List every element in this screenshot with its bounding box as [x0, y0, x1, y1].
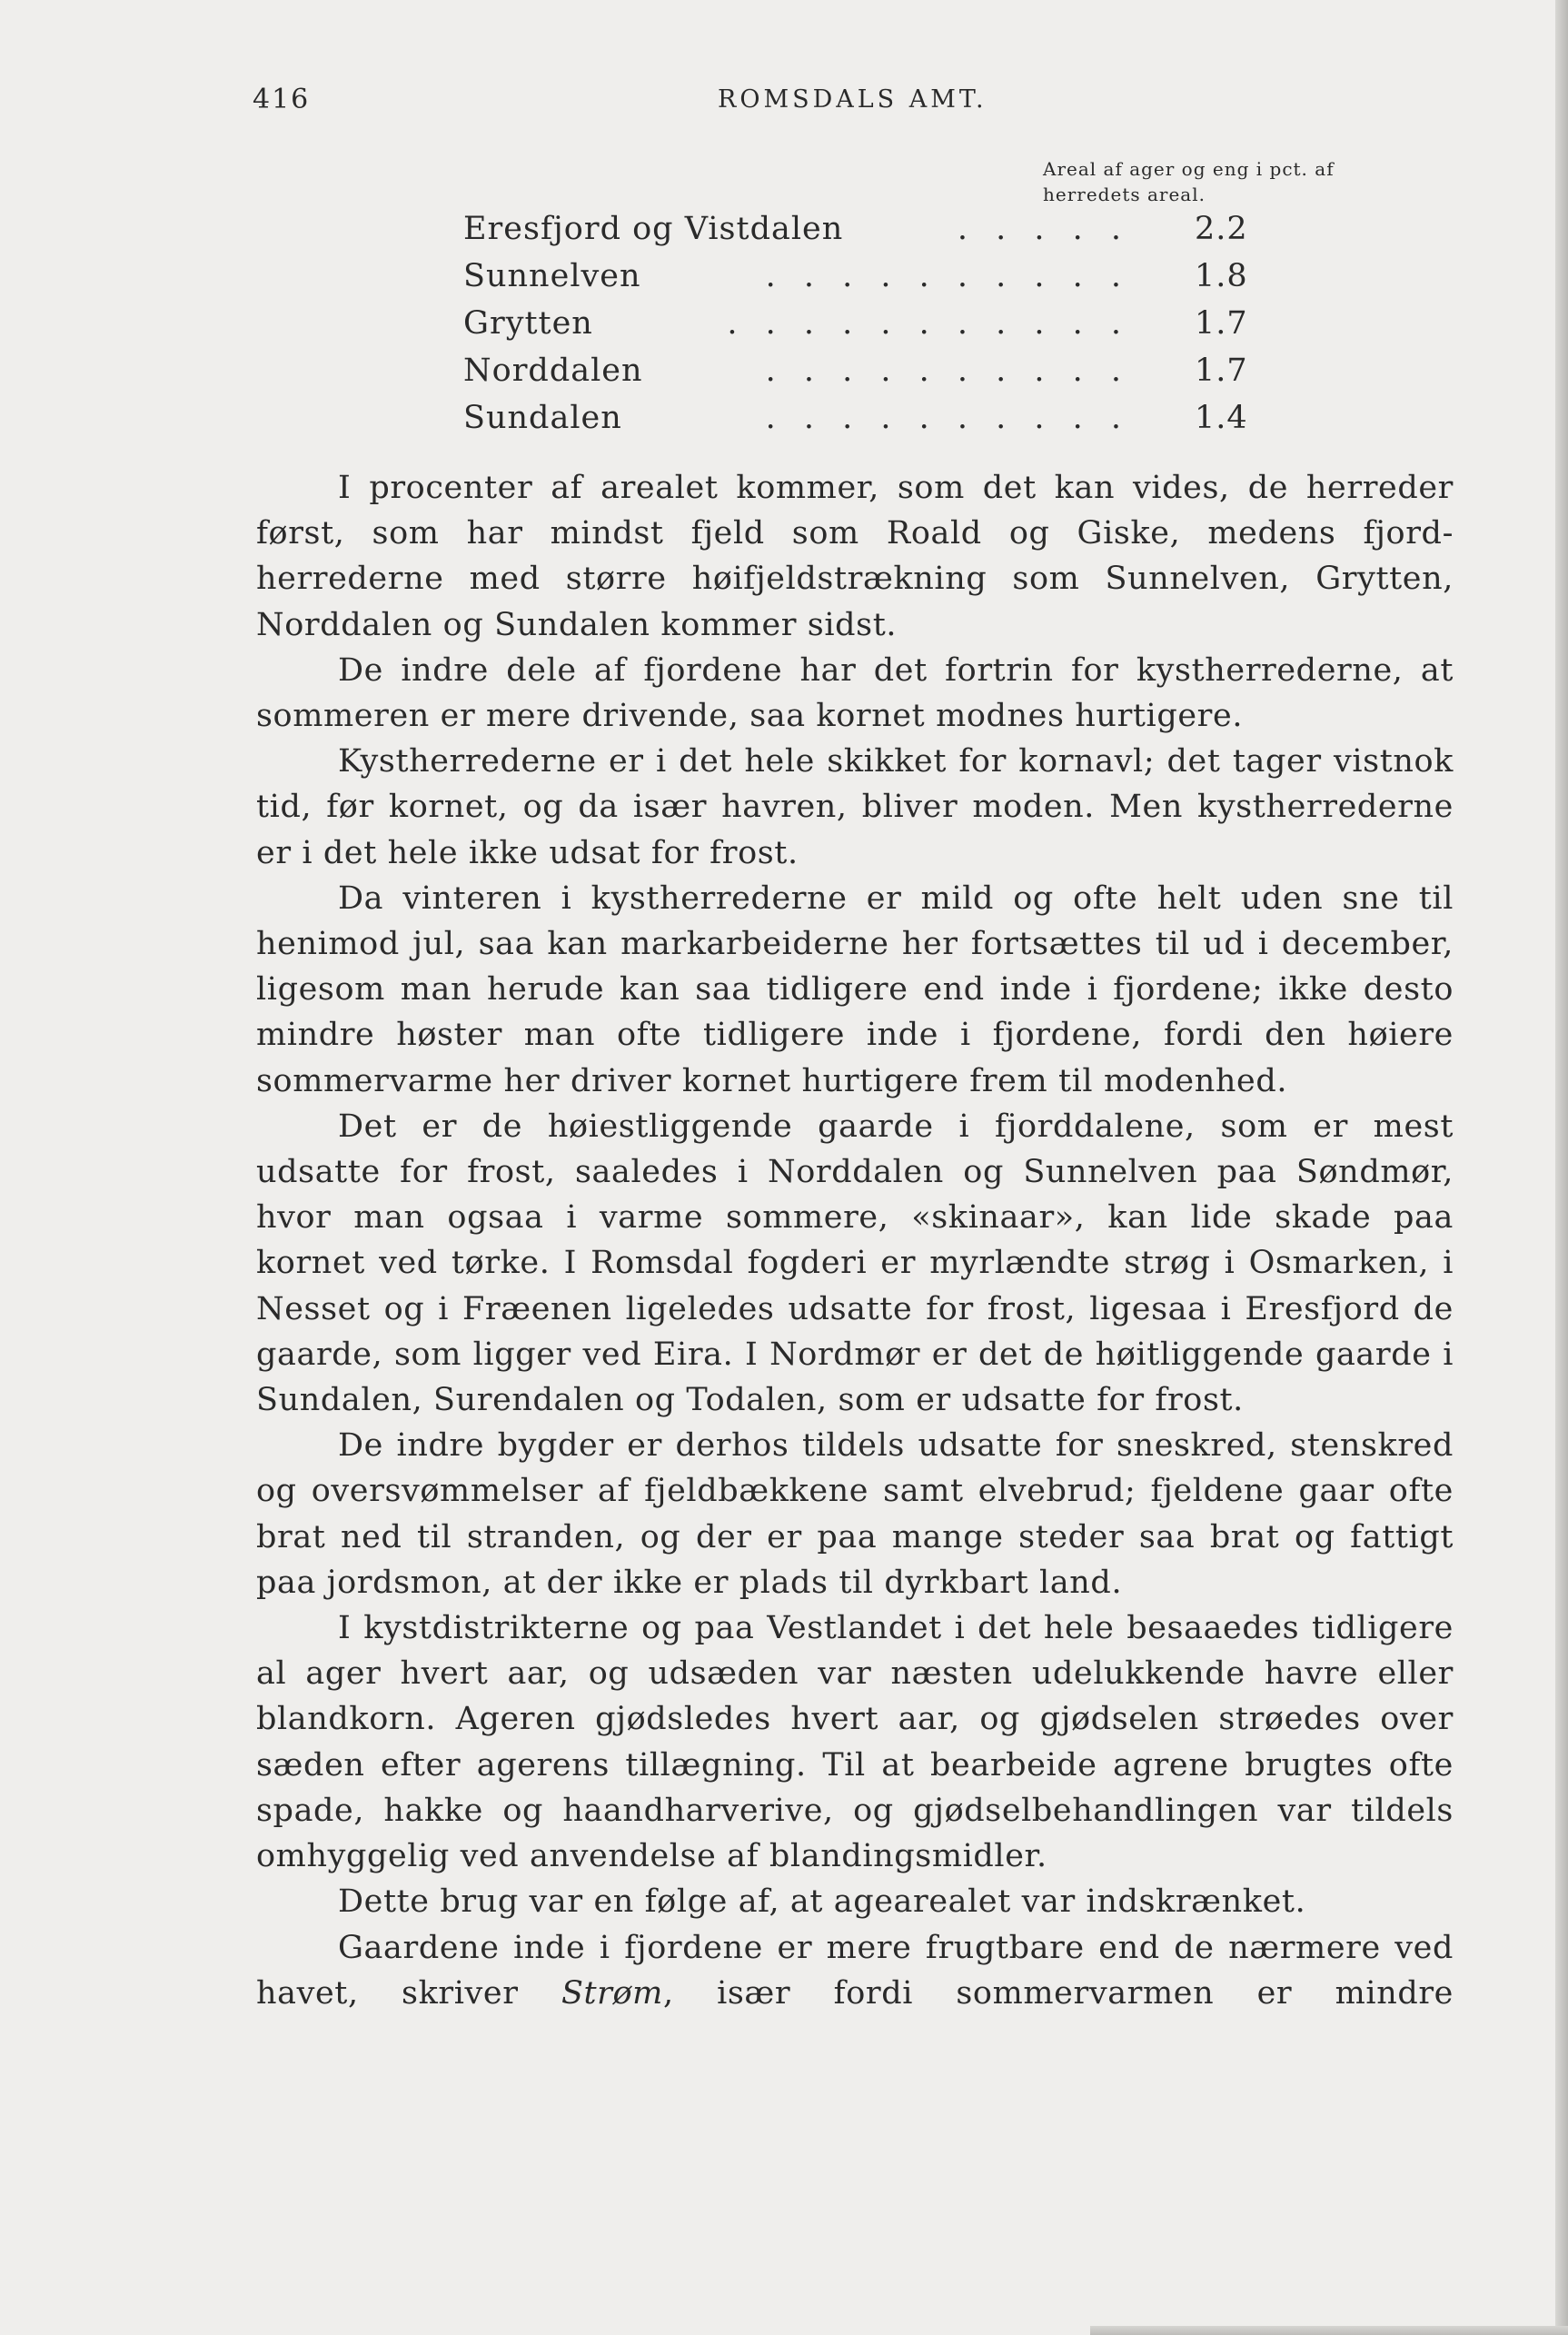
- table-column-note: Areal af ager og eng i pct. af herredets areal.: [1043, 158, 1335, 205]
- dot-leader: . . . . . . . . . .: [765, 353, 1130, 389]
- table-row: [463, 353, 1281, 400]
- page-bottom-shadow: [1090, 2326, 1568, 2335]
- district-name: Grytten: [463, 305, 593, 342]
- paragraph: I procenter af arealet kommer, som det kan vides, de herreder først, som har mindst fjeld som Roald og Giske, medens fjord-herrederne med større høifjeldstrækning som Sunnelven, Grytten, Norddalen og Sundalen kommer sidst.: [256, 470, 1454, 643]
- paragraph-text: , især fordi sommervarmen er mindre: [662, 1974, 1454, 2012]
- dot-leader: . . . . . . . . . .: [765, 258, 1130, 294]
- district-name: Norddalen: [463, 353, 643, 389]
- paragraph: I kystdistrikterne og paa Vestlandet i det hele besaaedes tidligere al ager hvert aar, og udsæden var næsten udelukkende havre eller blandkorn. Ageren gjødsledes hvert aar, og gjødselen strøedes over sæden efter agerens tillægning. Til at bearbeide agrene brugtes ofte spade, hakke og haandharverive, og gjødselbehandlingen var tildels omhyggelig ved anvendelse af blandingsmidler.: [256, 1610, 1454, 1875]
- paragraph: De indre bygder er derhos tildels udsatte for sneskred, stenskred og oversvømmelser af fjeldbækkene samt elvebrud; fjeldene gaar ofte brat ned til stranden, og der er paa mange steder saa brat og fattigt paa jordsmon, at der ikke er plads til dyrkbart land.: [256, 1427, 1454, 1601]
- district-name: Eresfjord og Vistdalen: [463, 211, 844, 247]
- running-header: ROMSDALS AMT.: [718, 85, 987, 114]
- district-value: 1.4: [1195, 400, 1248, 436]
- paragraph: Dette brug var en følge af, at agearealet var indskrænket.: [338, 1883, 1306, 1921]
- dot-leader: . . . . . . . . . . .: [727, 305, 1130, 342]
- district-value: 1.8: [1195, 258, 1248, 294]
- dot-leader: . . . . .: [957, 211, 1130, 247]
- dot-leader: . . . . . . . . . .: [765, 400, 1130, 436]
- table-row: [463, 211, 1281, 258]
- author-name: Strøm: [561, 1974, 663, 2012]
- district-value: 2.2: [1195, 211, 1248, 247]
- district-value: 1.7: [1195, 353, 1248, 389]
- paragraph: Det er de høiestliggende gaarde i fjorddalene, som er mest udsatte for frost, saaledes i Norddalen og Sunnelven paa Søndmør, hvor man ogsaa i varme sommere, «skinaar», kan lide skade paa kornet ved tørke. I Romsdal fogderi er myrlændte strøg i Osmarken, i Nesset og i Fræenen ligeledes udsatte for frost, ligesaa i Eresfjord de gaarde, som ligger ved Eira. I Nordmør er det de høitliggende gaarde i Sundalen, Surendalen og Todalen, som er udsatte for frost.: [256, 1108, 1454, 1419]
- table-row: [463, 258, 1281, 305]
- district-name: Sunnelven: [463, 258, 641, 294]
- paragraph: [256, 1925, 1454, 2016]
- paragraph: Da vinteren i kystherrederne er mild og ofte helt uden sne til henimod jul, saa kan markarbeiderne her fortsættes til ud i december, ligesom man herude kan saa tidligere end inde i fjordene; ikke desto mindre høster man ofte tidligere inde i fjordene, fordi den høiere sommervarme her driver kornet hurtigere frem til modenhed.: [256, 879, 1454, 1099]
- body-text: [256, 465, 1454, 2016]
- table-row: [463, 400, 1281, 447]
- district-value: 1.7: [1195, 305, 1248, 342]
- table-row: [463, 305, 1281, 353]
- paragraph: Kystherrederne er i det hele skikket for kornavl; det tager vistnok tid, før kornet, og da især havren, bliver moden. Men kystherrederne er i det hele ikke udsat for frost.: [256, 743, 1454, 871]
- district-name: Sundalen: [463, 400, 622, 436]
- paragraph-text: Gaardene inde i fjordene er mere frugtbare end de nærmere ved havet, skriver: [256, 1929, 1454, 2012]
- paragraph: De indre dele af fjordene har det fortrin for kystherrederne, at sommeren er mere drivende, saa kornet modnes hurtigere.: [256, 651, 1454, 735]
- page-number: 416: [253, 84, 311, 115]
- page-edge-shadow: [1555, 0, 1568, 2335]
